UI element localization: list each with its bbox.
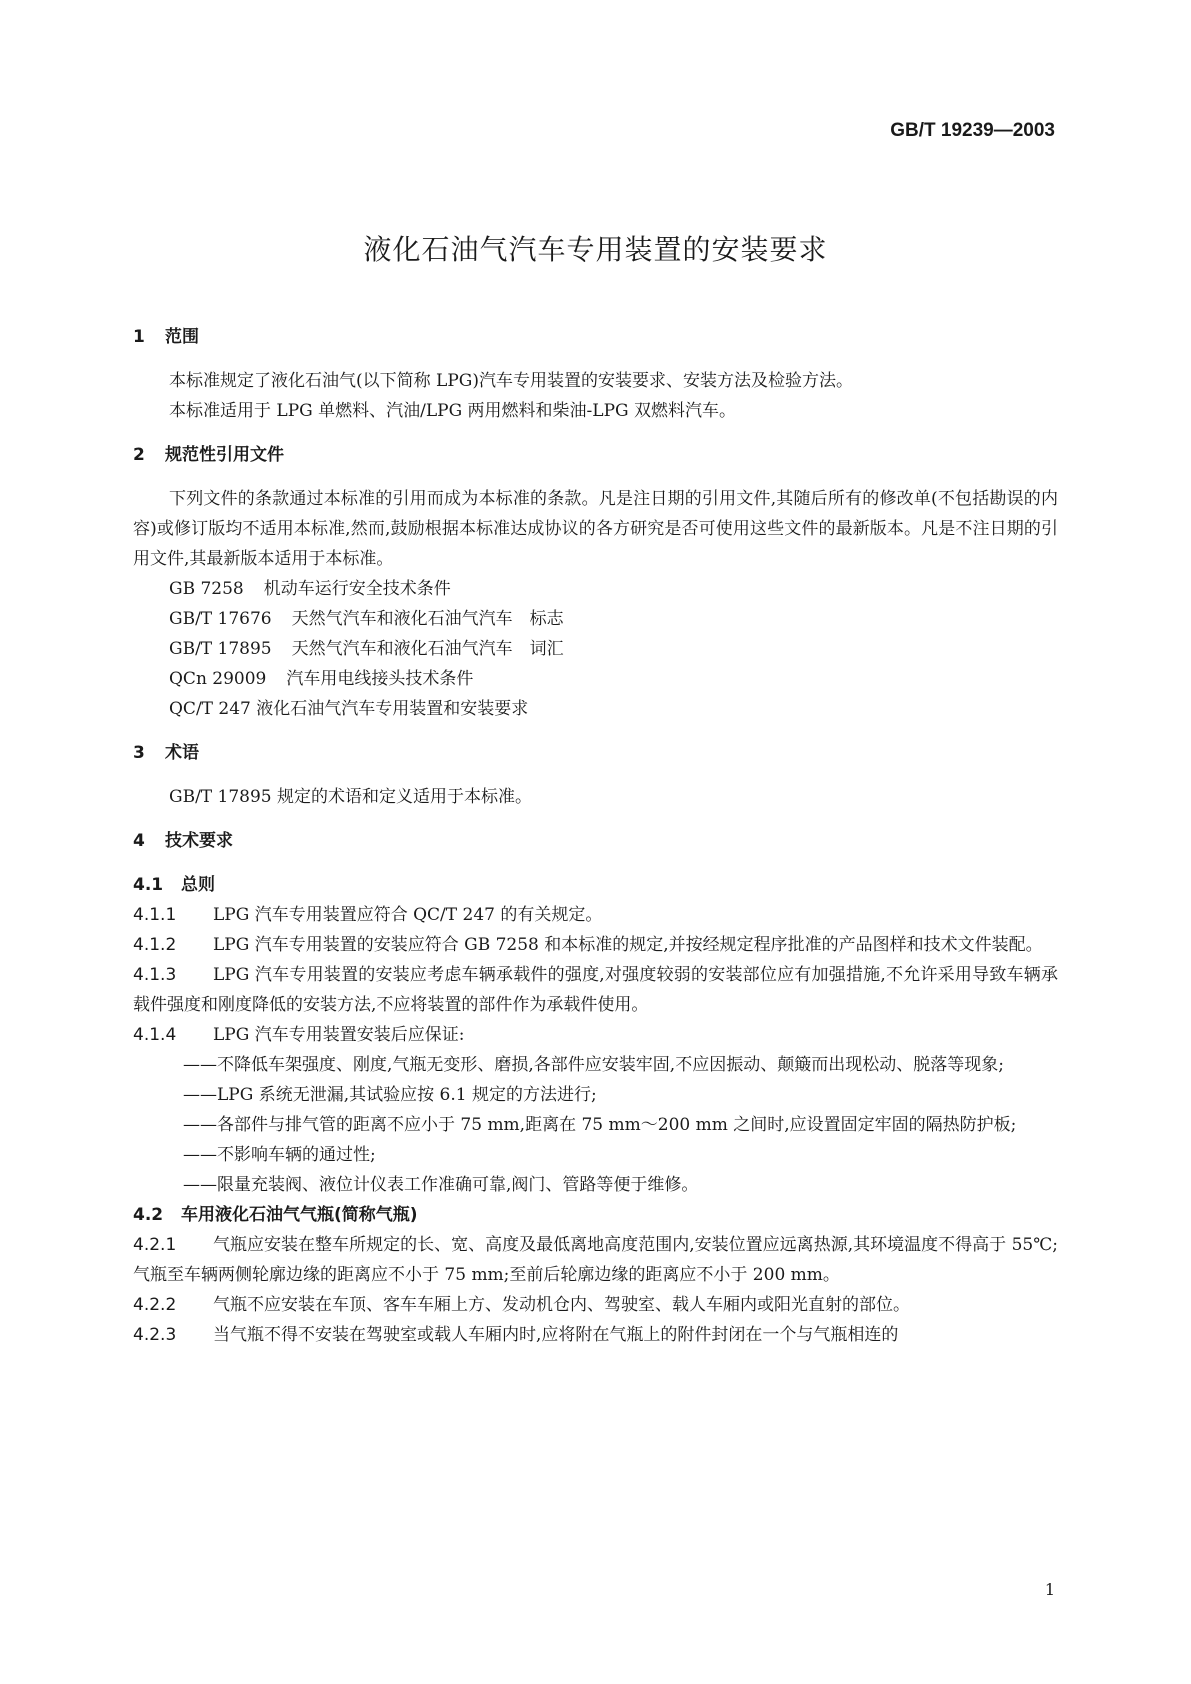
section-heading-normative-references: 2 规范性引用文件 [133,445,284,465]
paragraph: GB/T 17895 规定的术语和定义适用于本标准。 [169,787,533,807]
clause-4-1-4: 4.1.4 LPG 汽车专用装置安装后应保证: [133,1025,465,1045]
document-title: 液化石油气汽车专用装置的安装要求 [363,233,828,266]
clause-4-1-3: 4.1.3 LPG 汽车专用装置的安装应考虑车辆承载件的强度,对强度较弱的安装部位应有加强措施,不允许采用导致车辆承载件强度和刚度降低的安装方法,不应将装置的部件作为承载件使用。 [133,965,1058,1015]
document-body [133,322,1058,1350]
section-heading-technical-requirements: 4 技术要求 [133,831,233,851]
subsection-heading-general: 4.1 总则 [133,875,215,895]
clause-4-1-2: 4.1.2 LPG 汽车专用装置的安装应符合 GB 7258 和本标准的规定,并按经规定程序批准的产品图样和技术文件装配。 [133,935,1043,955]
list-item: ——不降低车架强度、刚度,气瓶无变形、磨损,各部件应安装牢固,不应因振动、颠簸而出现松动、脱落等现象; [183,1055,1004,1075]
list-item: ——不影响车辆的通过性; [183,1145,376,1165]
paragraph: 本标准规定了液化石油气(以下简称 LPG)汽车专用装置的安装要求、安装方法及检验方法。 [169,371,853,391]
list-item: ——LPG 系统无泄漏,其试验应按 6.1 规定的方法进行; [183,1085,597,1105]
page-number: 1 [1044,1580,1055,1599]
reference-item: QC/T 247 液化石油气汽车专用装置和安装要求 [169,699,529,719]
paragraph: 本标准适用于 LPG 单燃料、汽油/LPG 两用燃料和柴油-LPG 双燃料汽车。 [169,401,737,421]
paragraph: 下列文件的条款通过本标准的引用而成为本标准的条款。凡是注日期的引用文件,其随后所有的修改单(不包括勘误的内容)或修订版均不适用本标准,然而,鼓励根据本标准达成协议的各方研究是否可使用这些文件的最新版本。凡是不注日期的引用文件,其最新版本适用于本标准。 [133,489,1058,569]
clause-4-2-1: 4.2.1 气瓶应安装在整车所规定的长、宽、高度及最低离地高度范围内,安装位置应远离热源,其环境温度不得高于 55℃;气瓶至车辆两侧轮廓边缘的距离应不小于 75 mm;至前后轮廓边缘的距离应不小于 200 mm。 [133,1235,1058,1285]
list-item: ——各部件与排气管的距离不应小于 75 mm,距离在 75 mm～200 mm 之间时,应设置固定牢固的隔热防护板; [183,1115,1017,1135]
reference-item: GB 7258 机动车运行安全技术条件 [169,579,451,599]
standard-code: GB/T 19239—2003 [890,120,1055,141]
clause-4-1-1: 4.1.1 LPG 汽车专用装置应符合 QC/T 247 的有关规定。 [133,905,603,925]
section-heading-terms: 3 术语 [133,743,199,763]
clause-4-2-2: 4.2.2 气瓶不应安装在车顶、客车车厢上方、发动机仓内、驾驶室、载人车厢内或阳光直射的部位。 [133,1295,910,1315]
subsection-heading-lpg-cylinder: 4.2 车用液化石油气气瓶(简称气瓶) [133,1205,418,1225]
clause-4-2-3: 4.2.3 当气瓶不得不安装在驾驶室或载人车厢内时,应将附在气瓶上的附件封闭在一个与气瓶相连的 [133,1325,899,1345]
section-heading-scope: 1 范围 [133,327,199,347]
reference-item: GB/T 17895 天然气汽车和液化石油气汽车 词汇 [169,639,564,659]
reference-item: GB/T 17676 天然气汽车和液化石油气汽车 标志 [169,609,564,629]
reference-item: QCn 29009 汽车用电线接头技术条件 [169,669,474,689]
list-item: ——限量充装阀、液位计仪表工作准确可靠,阀门、管路等便于维修。 [183,1175,699,1195]
